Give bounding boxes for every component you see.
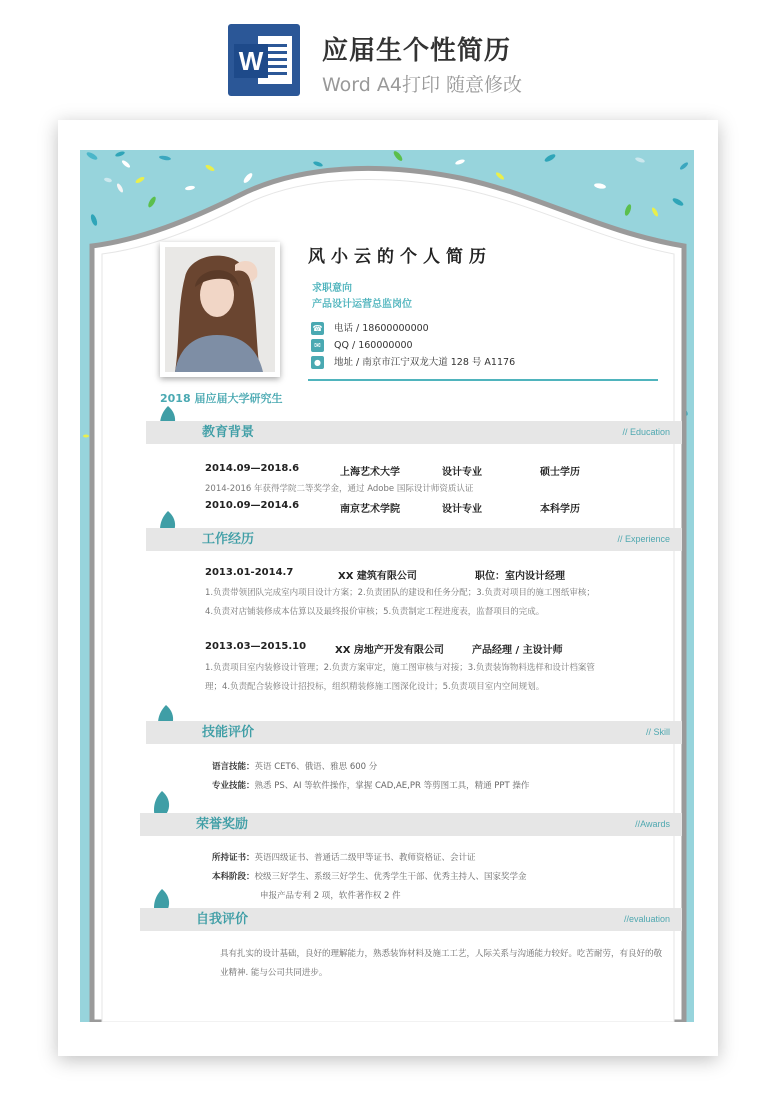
word-logo-icon (228, 24, 300, 96)
skill-label: 专业技能： (212, 781, 255, 791)
resume-content (80, 150, 694, 1022)
section-awards-en: //Awards (635, 819, 670, 829)
edu-note: 2014-2016 年获得学院二等奖学金，通过 Adobe 国际设计师资质认证 (205, 484, 474, 494)
skill-professional (212, 779, 529, 791)
section-skills-title: 技能评价 (202, 725, 255, 740)
portrait-graphic (165, 247, 275, 372)
work-duty-line: 1.负责项目室内装修设计管理；2.负责方案审定，施工图审核与对接；3.负责装饰物料选样和设计档案管 (205, 663, 595, 673)
work-date: 2013.03—2015.10 (205, 641, 307, 652)
contact-divider (308, 379, 658, 381)
work-duty-line: 4.负责对店铺装修成本估算以及最终报价审核；5.负责制定工程进度表，监督项目的完成。 (205, 607, 545, 617)
work-company: XX 房地产开发有限公司 (335, 645, 444, 656)
award-value: 英语四级证书、普通话二级甲等证书、教师资格证、会计证 (254, 853, 476, 863)
phone-icon: ☎ (312, 324, 323, 333)
work-company: XX 建筑有限公司 (338, 571, 417, 582)
edu-degree: 本科学历 (540, 504, 580, 515)
section-skills-en: // Skill (645, 727, 670, 737)
edu-school: 上海艺术大学 (340, 467, 400, 478)
banner-title: 应届生个性简历 (322, 36, 512, 66)
edu-date: 2014.09—2018.6 (205, 463, 300, 474)
work-date: 2013.01-2014.7 (205, 567, 294, 578)
edu-major: 设计专业 (442, 467, 482, 478)
resume-document (80, 150, 694, 1022)
skill-value: 熟悉 PS、AI 等软件操作，掌握 CAD,AE,PR 等剪图工具，精通 PPT 操作 (254, 781, 530, 791)
section-self-title: 自我评价 (196, 912, 249, 927)
section-awards-title: 荣誉奖励 (196, 817, 249, 832)
work-position: 职位：室内设计经理 (475, 571, 565, 582)
banner (0, 0, 774, 110)
banner-subtitle: Word A4打印 随意修改 (322, 74, 523, 96)
job-intent-value: 产品设计运营总监岗位 (312, 299, 412, 310)
edu-date: 2010.09—2014.6 (205, 500, 300, 511)
award-label: 所持证书： (212, 853, 255, 863)
section-education-en: // Education (622, 427, 670, 437)
section-work-title: 工作经历 (202, 532, 255, 547)
edu-school: 南京艺术学院 (340, 504, 400, 515)
section-work-header (146, 528, 682, 551)
award-item (212, 870, 527, 882)
award-item (260, 889, 401, 901)
section-education-title: 教育背景 (202, 425, 255, 440)
section-skills-header (146, 721, 682, 744)
edu-degree: 硕士学历 (540, 467, 580, 478)
job-intent-label: 求职意向 (312, 283, 352, 294)
award-value: 校级三好学生、系级三好学生、优秀学生干部、优秀主持人、国家奖学金 (254, 872, 527, 882)
work-position: 产品经理 / 主设计师 (472, 645, 563, 656)
graduate-label: 2018 届应届大学研究生 (160, 392, 283, 405)
edu-major: 设计专业 (442, 504, 482, 515)
section-self-header (140, 908, 682, 931)
contact-address-text: 地址 / 南京市江宁双龙大道 128 号 A1176 (334, 357, 516, 368)
award-item (212, 851, 476, 863)
skill-language (212, 760, 377, 772)
location-icon: ● (311, 356, 324, 369)
contact-phone-text: 电话 / 18600000000 (334, 323, 429, 334)
word-letter: W (234, 44, 268, 78)
section-self-en: //evaluation (623, 914, 670, 924)
section-awards-header (140, 813, 682, 836)
skill-value: 英语 CET6、俄语、雅思 600 分 (254, 762, 378, 772)
work-duty-line: 理；4.负责配合装修设计招投标，组织精装修施工图深化设计；5.负责项目室内空间规划。 (205, 682, 545, 692)
self-evaluation-text: 具有扎实的设计基础，良好的理解能力，熟悉装饰材料及施工工艺，人际关系与沟通能力较好。吃苦耐劳，有良好的敬业精神. 能与公司共同进步。 (220, 949, 663, 978)
section-work-en: // Experience (617, 534, 670, 544)
work-duty-line: 1.负责带领团队完成室内项目设计方案；2.负责团队的建设和任务分配；3.负责对项目的施工图纸审核； (205, 588, 595, 598)
award-label: 本科阶段： (212, 872, 255, 882)
portrait-image (165, 247, 275, 372)
resume-name: 风小云的个人简历 (308, 247, 492, 267)
section-education-header (146, 421, 682, 444)
profile-photo (160, 242, 280, 377)
chat-icon: ✉ (311, 339, 324, 352)
award-value: 申报产品专利 2 项，软件著作权 2 件 (260, 891, 401, 901)
contact-qq-text: QQ / 160000000 (334, 340, 413, 351)
skill-label: 语言技能： (212, 762, 255, 772)
